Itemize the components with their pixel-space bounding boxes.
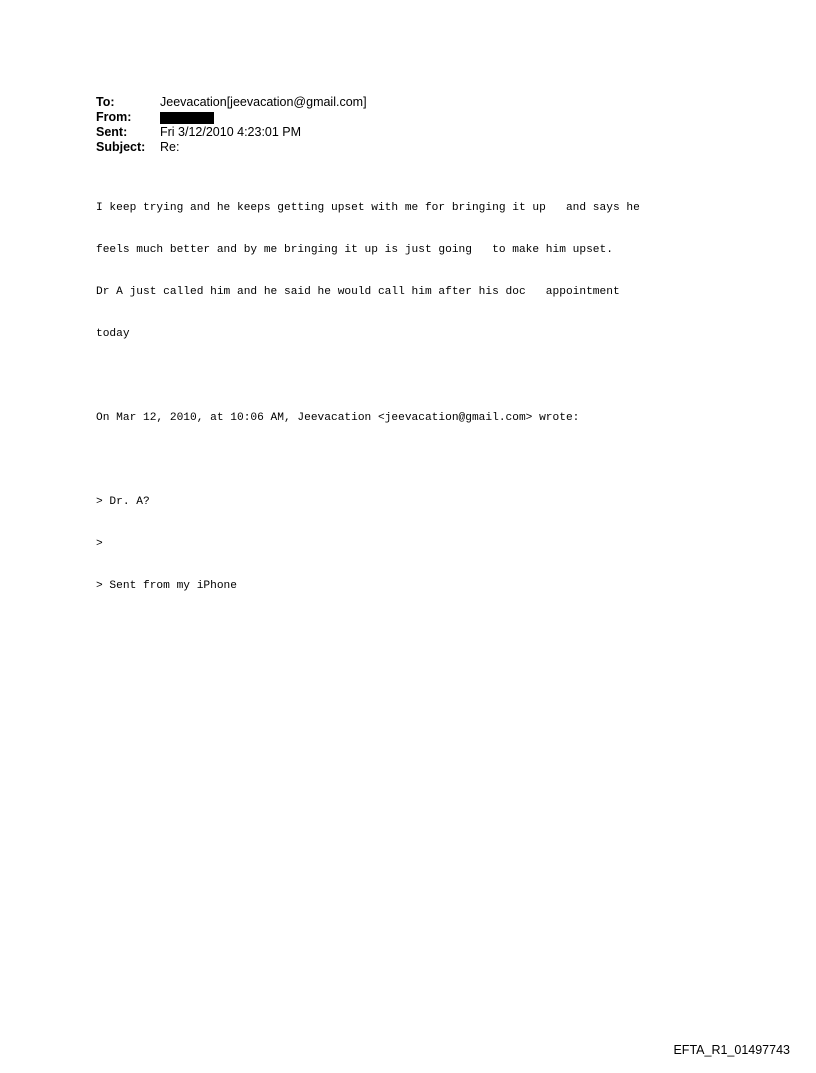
to-value: Jeevacation[jeevacation@gmail.com] [160, 95, 367, 109]
subject-row [96, 140, 367, 155]
from-label: From: [96, 110, 132, 124]
sent-row [96, 125, 367, 140]
quoted-line: > Dr. A? [96, 496, 150, 508]
to-row [96, 95, 367, 110]
subject-value: Re: [160, 140, 180, 154]
quoted-line: > Sent from my iPhone [96, 580, 237, 592]
paragraph-spacer [96, 453, 640, 467]
document-id: EFTA_R1_01497743 [673, 1043, 790, 1057]
sent-label: Sent: [96, 125, 128, 139]
sent-value: Fri 3/12/2010 4:23:01 PM [160, 125, 302, 139]
message-line: Dr A just called him and he said he would call him after his doc appointment [96, 286, 620, 298]
message-line: feels much better and by me bringing it up is just going to make him upset. [96, 244, 613, 256]
from-row [96, 110, 367, 125]
paragraph-spacer [96, 369, 640, 383]
redaction-block [160, 112, 214, 124]
quote-header: On Mar 12, 2010, at 10:06 AM, Jeevacation <jeevacation@gmail.com> wrote: [96, 412, 580, 424]
quoted-line: > [96, 538, 103, 550]
to-label: To: [96, 95, 115, 109]
email-header [96, 95, 367, 155]
message-line: today [96, 328, 130, 340]
subject-label: Subject: [96, 140, 146, 154]
message-line: I keep trying and he keeps getting upset with me for bringing it up and says he [96, 202, 640, 214]
email-body [96, 173, 640, 607]
